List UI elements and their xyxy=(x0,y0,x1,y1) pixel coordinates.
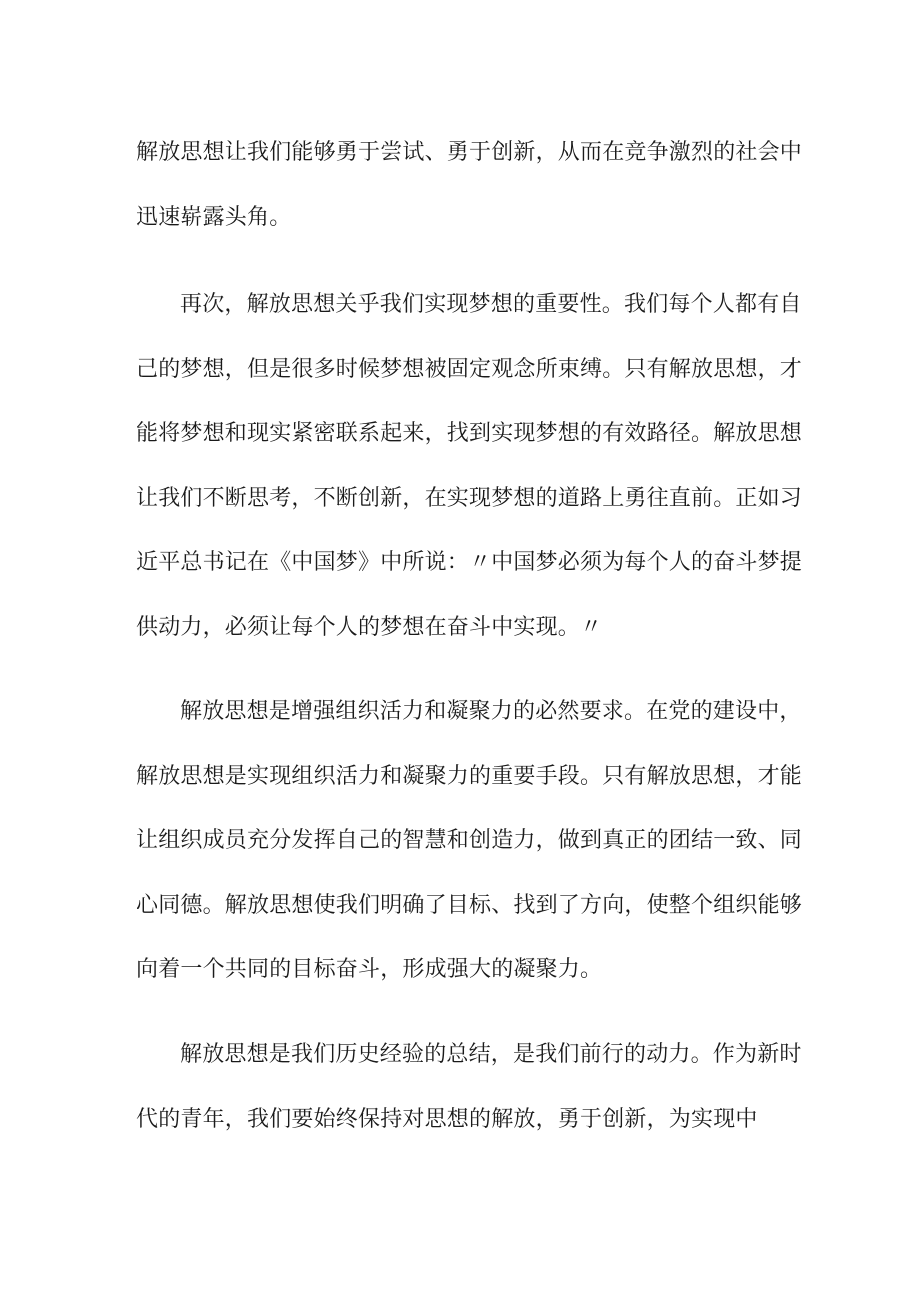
text-line: 解放思想是增强组织活力和凝聚力的必然要求。在党的建设中， xyxy=(180,699,802,724)
paragraph-dream xyxy=(136,273,803,660)
text-line: 近平总书记在《中国梦》中所说：〃中国梦必须为每个人的奋斗梦提 xyxy=(136,550,803,575)
text-line: 再次，解放思想关乎我们实现梦想的重要性。我们每个人都有自 xyxy=(180,292,802,317)
paragraph-history xyxy=(136,1023,802,1152)
paragraph-continuation xyxy=(136,121,803,250)
text-line: 向着一个共同的目标奋斗，形成强大的凝聚力。 xyxy=(136,957,603,982)
text-line: 己的梦想，但是很多时候梦想被固定观念所束缚。只有解放思想，才 xyxy=(136,356,803,382)
text-line: 迅速崭露头角。 xyxy=(136,204,292,230)
text-line: 让组织成员充分发挥自己的智慧和创造力，做到真正的团结一致、同 xyxy=(136,828,803,853)
text-line: 让我们不断思考，不断创新，在实现梦想的道路上勇往直前。正如习 xyxy=(136,485,803,511)
text-line: 解放思想是我们历史经验的总结，是我们前行的动力。作为新时 xyxy=(180,1042,802,1067)
text-line: 解放思想让我们能够勇于尝试、勇于创新，从而在竞争激烈的社会中 xyxy=(136,140,803,165)
text-line: 代的青年，我们要始终保持对思想的解放，勇于创新，为实现中 xyxy=(136,1106,758,1132)
paragraph-organization xyxy=(136,680,803,1003)
text-line: 解放思想是实现组织活力和凝聚力的重要手段。只有解放思想，才能 xyxy=(136,763,803,789)
text-line: 心同德。解放思想使我们明确了目标、找到了方向，使整个组织能够 xyxy=(136,892,803,918)
text-line: 能将梦想和现实紧密联系起来，找到实现梦想的有效路径。解放思想 xyxy=(136,421,803,446)
text-line: 供动力，必须让每个人的梦想在奋斗中实现。〃 xyxy=(136,614,603,640)
